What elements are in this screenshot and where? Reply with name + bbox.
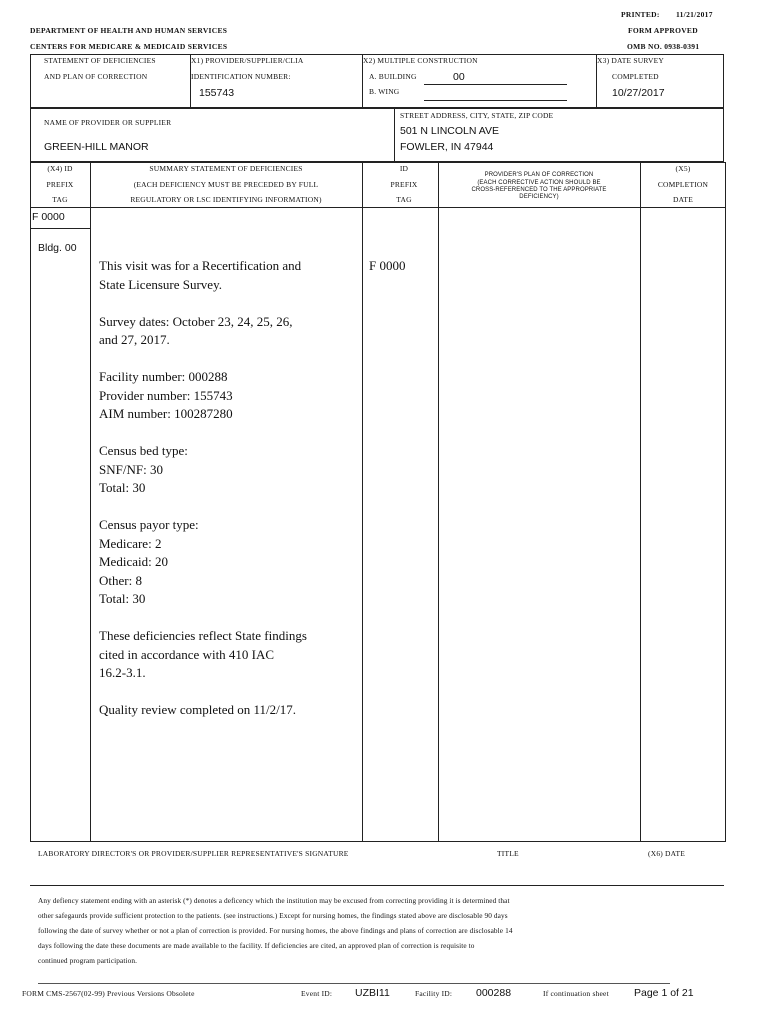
summary-header: SUMMARY STATEMENT OF DEFICIENCIES (149, 164, 303, 173)
summary-line: These deficiencies reflect State findings (99, 628, 307, 643)
disclaimer-line: days following the date these documents are made available to the facility. If deficiencies are cited, an approved plan of correction is requisite to (38, 941, 475, 950)
provider-id-label: X1) PROVIDER/SUPPLIER/CLIA (191, 56, 304, 65)
disclaimer (38, 893, 718, 968)
id-header: ID (399, 164, 409, 173)
disclaimer-line: following the date of survey whether or not a plan of correction is provided. For nursing homes, the above findings and plans of correction are disclosable 14 (38, 926, 513, 935)
disclaimer-line: continued program participation. (38, 956, 138, 965)
summary-line: Census payor type: (99, 517, 199, 532)
x5-header: (X5) (675, 164, 691, 173)
x4-id-header: (X4) ID (47, 164, 73, 173)
signature-label: LABORATORY DIRECTOR'S OR PROVIDER/SUPPLIER REPRESENTATIVE'S SIGNATURE (38, 849, 349, 858)
provider-id-value: 155743 (199, 87, 235, 99)
id-tag-header: TAG (396, 195, 412, 204)
completion-header: COMPLETION (657, 180, 709, 189)
wing-label: B. WING (369, 87, 400, 96)
form-number: FORM CMS-2567(02-99) Previous Versions Obsolete (22, 989, 195, 998)
address-label: STREET ADDRESS, CITY, STATE, ZIP CODE (400, 111, 554, 120)
identification-number-label: IDENTIFICATION NUMBER: (191, 72, 291, 81)
date-survey-value: 10/27/2017 (612, 87, 665, 99)
summary-line: and 27, 2017. (99, 332, 170, 347)
summary-subheader2: REGULATORY OR LSC IDENTIFYING INFORMATION) (130, 195, 322, 204)
plan-subheader3: DEFICIENCY) (519, 194, 559, 200)
facility-id-label: Facility ID: (415, 989, 453, 998)
summary-line: Other: 8 (99, 572, 142, 588)
continuation-label: If continuation sheet (543, 989, 609, 998)
facility-id-value: 000288 (476, 987, 512, 999)
id-prefix-header: PREFIX (390, 180, 418, 189)
plan-header: PROVIDER'S PLAN OF CORRECTION (484, 172, 594, 178)
disclaimer-line: other safegaurds provide sufficient protection to the patients. (see instructions.) Except for nursing homes, the findings stated above are disclosable 90 days (38, 911, 508, 920)
provider-box (30, 108, 724, 162)
plan-label: AND PLAN OF CORRECTION (44, 72, 148, 81)
x4-prefix-header: PREFIX (46, 180, 74, 189)
printed-label: PRINTED: (621, 10, 660, 19)
event-id-label: Event ID: (301, 989, 333, 998)
address-line1: 501 N LINCOLN AVE (400, 125, 500, 137)
x4-tag-header: TAG (52, 195, 68, 204)
address-line2: FOWLER, IN 47944 (400, 141, 494, 153)
form-approved: FORM APPROVED (628, 26, 698, 35)
summary-line: Survey dates: October 23, 24, 25, 26, (99, 313, 293, 329)
event-id-value: UZBI11 (355, 987, 390, 999)
summary-line: This visit was for a Recertification and (99, 258, 302, 273)
x6-date-label: (X6) DATE (648, 849, 686, 858)
completed-label: COMPLETED (612, 72, 659, 81)
printed-date: 11/21/2017 (676, 10, 713, 19)
summary-line: Provider number: 155743 (99, 387, 233, 403)
summary-line: Quality review completed on 11/2/17. (99, 702, 296, 717)
building-label: A. BUILDING (369, 72, 417, 81)
summary-line: Medicaid: 20 (99, 554, 168, 569)
date-survey-label: X3) DATE SURVEY (597, 56, 664, 65)
statement-label: STATEMENT OF DEFICIENCIES (44, 56, 156, 65)
date-header: DATE (673, 195, 693, 204)
summary-line: Total: 30 (99, 591, 146, 606)
multiple-construction-label: X2) MULTIPLE CONSTRUCTION (363, 56, 478, 65)
summary-subheader: (EACH DEFICIENCY MUST BE PRECEDED BY FULL (133, 180, 319, 189)
centers-name: CENTERS FOR MEDICARE & MEDICAID SERVICES (30, 42, 228, 51)
building-value: 00 (453, 71, 465, 83)
summary-line: Total: 30 (99, 480, 146, 495)
disclaimer-line: Any defiency statement ending with an asterisk (*) denotes a deficency which the institution may be excused from correcting providing it is determined that (38, 896, 510, 905)
plan-subheader2: CROSS-REFERENCED TO THE APPROPRIATE (471, 187, 607, 193)
summary-line: Facility number: 000288 (99, 369, 228, 384)
omb-number: OMB NO. 0938-0391 (627, 42, 700, 51)
provider-name-label: NAME OF PROVIDER OR SUPPLIER (44, 118, 172, 127)
plan-subheader1: (EACH CORRECTIVE ACTION SHOULD BE (477, 180, 601, 186)
summary-text (99, 257, 359, 738)
provider-name-value: GREEN-HILL MANOR (44, 141, 149, 153)
summary-line: SNF/NF: 30 (99, 461, 163, 477)
left-ftag: F 0000 (32, 211, 65, 223)
title-label: TITLE (497, 849, 519, 858)
page-number: Page 1 of 21 (634, 987, 694, 999)
summary-line: State Licensure Survey. (99, 276, 222, 292)
summary-line: AIM number: 100287280 (99, 406, 233, 421)
department-name: DEPARTMENT OF HEALTH AND HUMAN SERVICES (30, 26, 228, 35)
building-code: Bldg. 00 (38, 242, 77, 254)
right-ftag: F 0000 (369, 258, 406, 273)
summary-line: Medicare: 2 (99, 535, 162, 551)
summary-line: 16.2-3.1. (99, 665, 146, 680)
summary-line: cited in accordance with 410 IAC (99, 646, 275, 662)
summary-line: Census bed type: (99, 443, 188, 458)
